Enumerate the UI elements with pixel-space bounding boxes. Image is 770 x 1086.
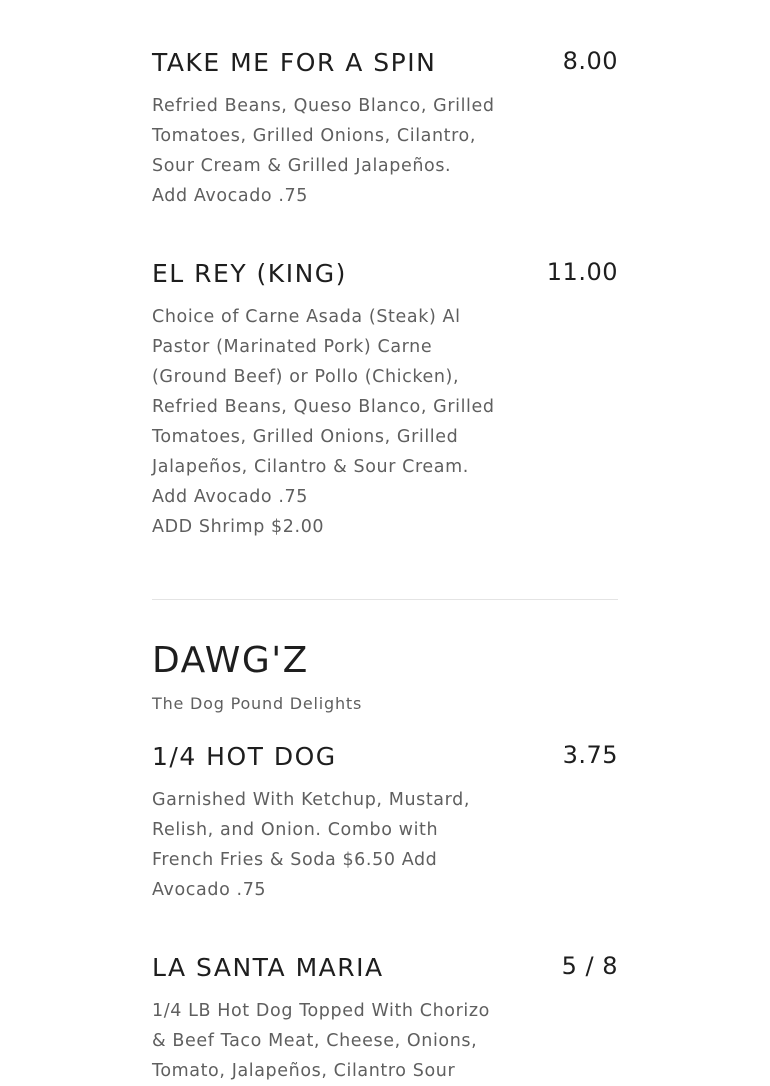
item-price: 8.00 [562, 47, 618, 75]
section-divider [152, 599, 618, 600]
description-line: Pastor (Marinated Pork) Carne [152, 337, 433, 357]
item-name: TAKE ME FOR A SPIN [152, 48, 437, 77]
item-description [152, 785, 497, 905]
description-line: Refried Beans, Queso Blanco, Grilled [152, 96, 495, 116]
description-line: (Ground Beef) or Pollo (Chicken), [152, 367, 460, 387]
description-line: French Fries & Soda $6.50 Add [152, 850, 438, 870]
item-name: EL REY (KING) [152, 259, 347, 288]
description-line: Garnished With Ketchup, Mustard, [152, 790, 470, 810]
description-line: Relish, and Onion. Combo with [152, 820, 439, 840]
item-price: 11.00 [546, 258, 618, 286]
description-line: Refried Beans, Queso Blanco, Grilled [152, 397, 495, 417]
description-line: Jalapeños, Cilantro & Sour Cream. [152, 457, 469, 477]
description-line: Sour Cream & Grilled Jalapeños. [152, 156, 452, 176]
item-price: 5 / 8 [561, 952, 618, 980]
description-line: & Beef Taco Meat, Cheese, Onions, [152, 1031, 478, 1051]
item-price: 3.75 [562, 741, 618, 769]
description-line: 1/4 LB Hot Dog Topped With Chorizo [152, 1001, 490, 1021]
description-line: Tomato, Jalapeños, Cilantro Sour [152, 1061, 456, 1081]
item-description [152, 91, 497, 211]
item-description [152, 302, 497, 542]
description-line: Tomatoes, Grilled Onions, Cilantro, [152, 126, 477, 146]
section-title: DAWG'Z [152, 640, 309, 681]
section-subtitle: The Dog Pound Delights [152, 694, 363, 713]
description-line: Avocado .75 [152, 880, 267, 900]
item-name: 1/4 HOT DOG [152, 742, 337, 771]
description-line: Choice of Carne Asada (Steak) Al [152, 307, 461, 327]
item-name: LA SANTA MARIA [152, 953, 384, 982]
description-line: ADD Shrimp $2.00 [152, 517, 325, 537]
item-description [152, 996, 497, 1086]
description-line: Add Avocado .75 [152, 487, 309, 507]
description-line: Add Avocado .75 [152, 186, 309, 206]
description-line: Tomatoes, Grilled Onions, Grilled [152, 427, 459, 447]
